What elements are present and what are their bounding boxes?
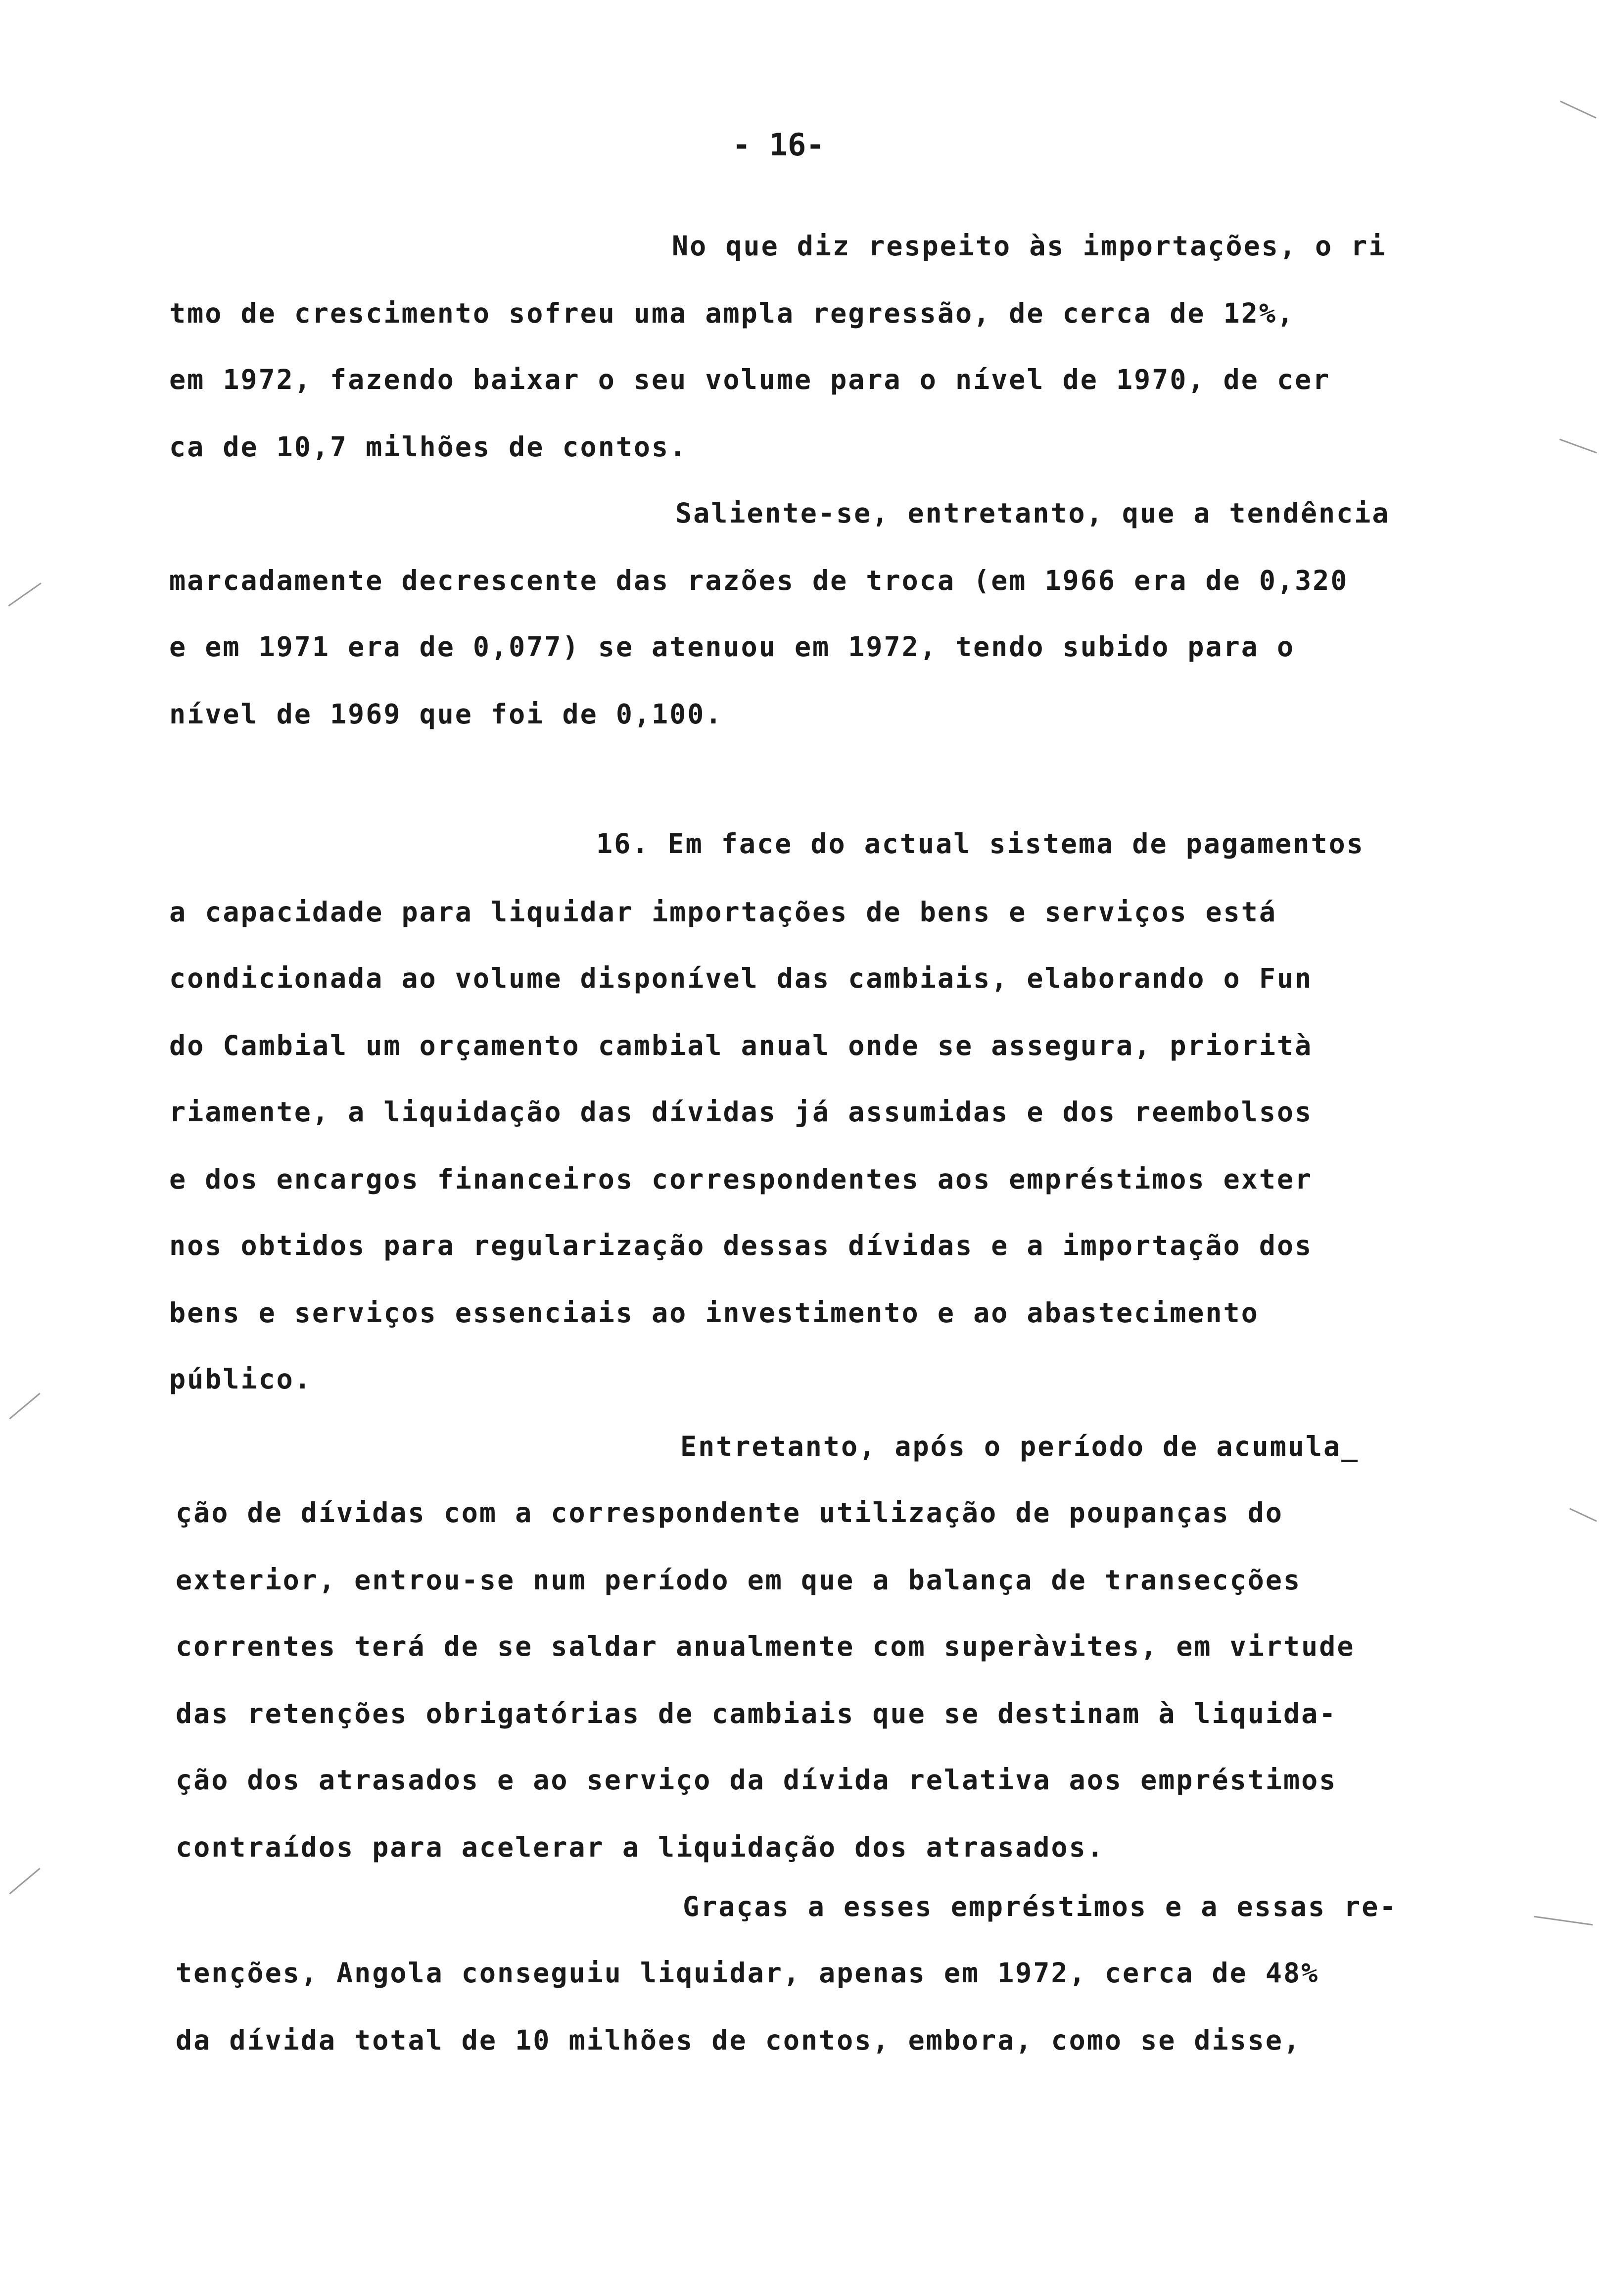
paragraph-2-line-2: marcadamente decrescente das razões de troca (em 1966 era de 0,320 (169, 565, 1349, 596)
scan-edge-mark (8, 582, 41, 606)
paragraph-3-line-7: nos obtidos para regularização dessas dívidas e a importação dos (169, 1230, 1313, 1261)
paragraph-1-line-4: ca de 10,7 milhões de contos. (169, 431, 688, 463)
scan-edge-mark (1559, 438, 1597, 453)
paragraph-5-line-1: Graças a esses empréstimos e a essas re- (683, 1891, 1398, 1922)
scan-edge-mark (1569, 1508, 1597, 1522)
paragraph-3-line-1: 16. Em face do actual sistema de pagamentos (596, 828, 1364, 860)
paragraph-3-line-3: condicionada ao volume disponível das cambiais, elaborando o Fun (169, 962, 1313, 994)
scan-edge-mark (9, 1868, 40, 1895)
paragraph-5-line-3: da dívida total de 10 milhões de contos, embora, como se disse, (176, 2024, 1302, 2056)
paragraph-3-line-6: e dos encargos financeiros correspondentes aos empréstimos exter (169, 1163, 1313, 1195)
scan-edge-mark (1534, 1916, 1593, 1926)
paragraph-1-line-3: em 1972, fazendo baixar o seu volume para o nível de 1970, de cer (169, 364, 1331, 395)
paragraph-3-line-4: do Cambial um orçamento cambial anual onde se assegura, priorità (169, 1030, 1313, 1061)
paragraph-1-line-2: tmo de crescimento sofreu uma ampla regressão, de cerca de 12%, (169, 297, 1295, 329)
paragraph-3-line-8: bens e serviços essenciais ao investimento e ao abastecimento (169, 1297, 1259, 1329)
paragraph-4-line-4: correntes terá de se saldar anualmente com superàvites, em virtude (176, 1630, 1355, 1662)
paragraph-3-line-9: público. (169, 1363, 312, 1395)
paragraph-4-line-6: ção dos atrasados e ao serviço da dívida relativa aos empréstimos (176, 1764, 1337, 1796)
page-number: - 16- (732, 127, 825, 163)
paragraph-1-line-1: No que diz respeito às importações, o ri (672, 230, 1387, 262)
scan-edge-mark (1560, 100, 1597, 119)
paragraph-4-line-3: exterior, entrou-se num período em que a balança de transecções (176, 1564, 1302, 1596)
paragraph-2-line-3: e em 1971 era de 0,077) se atenuou em 1972, tendo subido para o (169, 631, 1295, 663)
paragraph-4-line-5: das retenções obrigatórias de cambiais que se destinam à liquida- (176, 1698, 1337, 1729)
paragraph-2-line-4: nível de 1969 que foi de 0,100. (169, 698, 723, 730)
paragraph-4-line-1: Entretanto, após o período de acumula_ (680, 1431, 1360, 1462)
paragraph-4-line-7: contraídos para acelerar a liquidação dos atrasados. (176, 1831, 1105, 1863)
paragraph-3-line-5: riamente, a liquidação das dívidas já assumidas e dos reembolsos (169, 1096, 1313, 1128)
paragraph-4-line-2: ção de dívidas com a correspondente utilização de poupanças do (176, 1497, 1283, 1529)
paragraph-2-line-1: Saliente-se, entretanto, que a tendência (675, 497, 1390, 529)
scan-edge-mark (9, 1393, 40, 1420)
paragraph-3-line-2: a capacidade para liquidar importações de bens e serviços está (169, 896, 1277, 928)
paragraph-5-line-2: tenções, Angola conseguiu liquidar, apenas em 1972, cerca de 48% (176, 1957, 1319, 1989)
